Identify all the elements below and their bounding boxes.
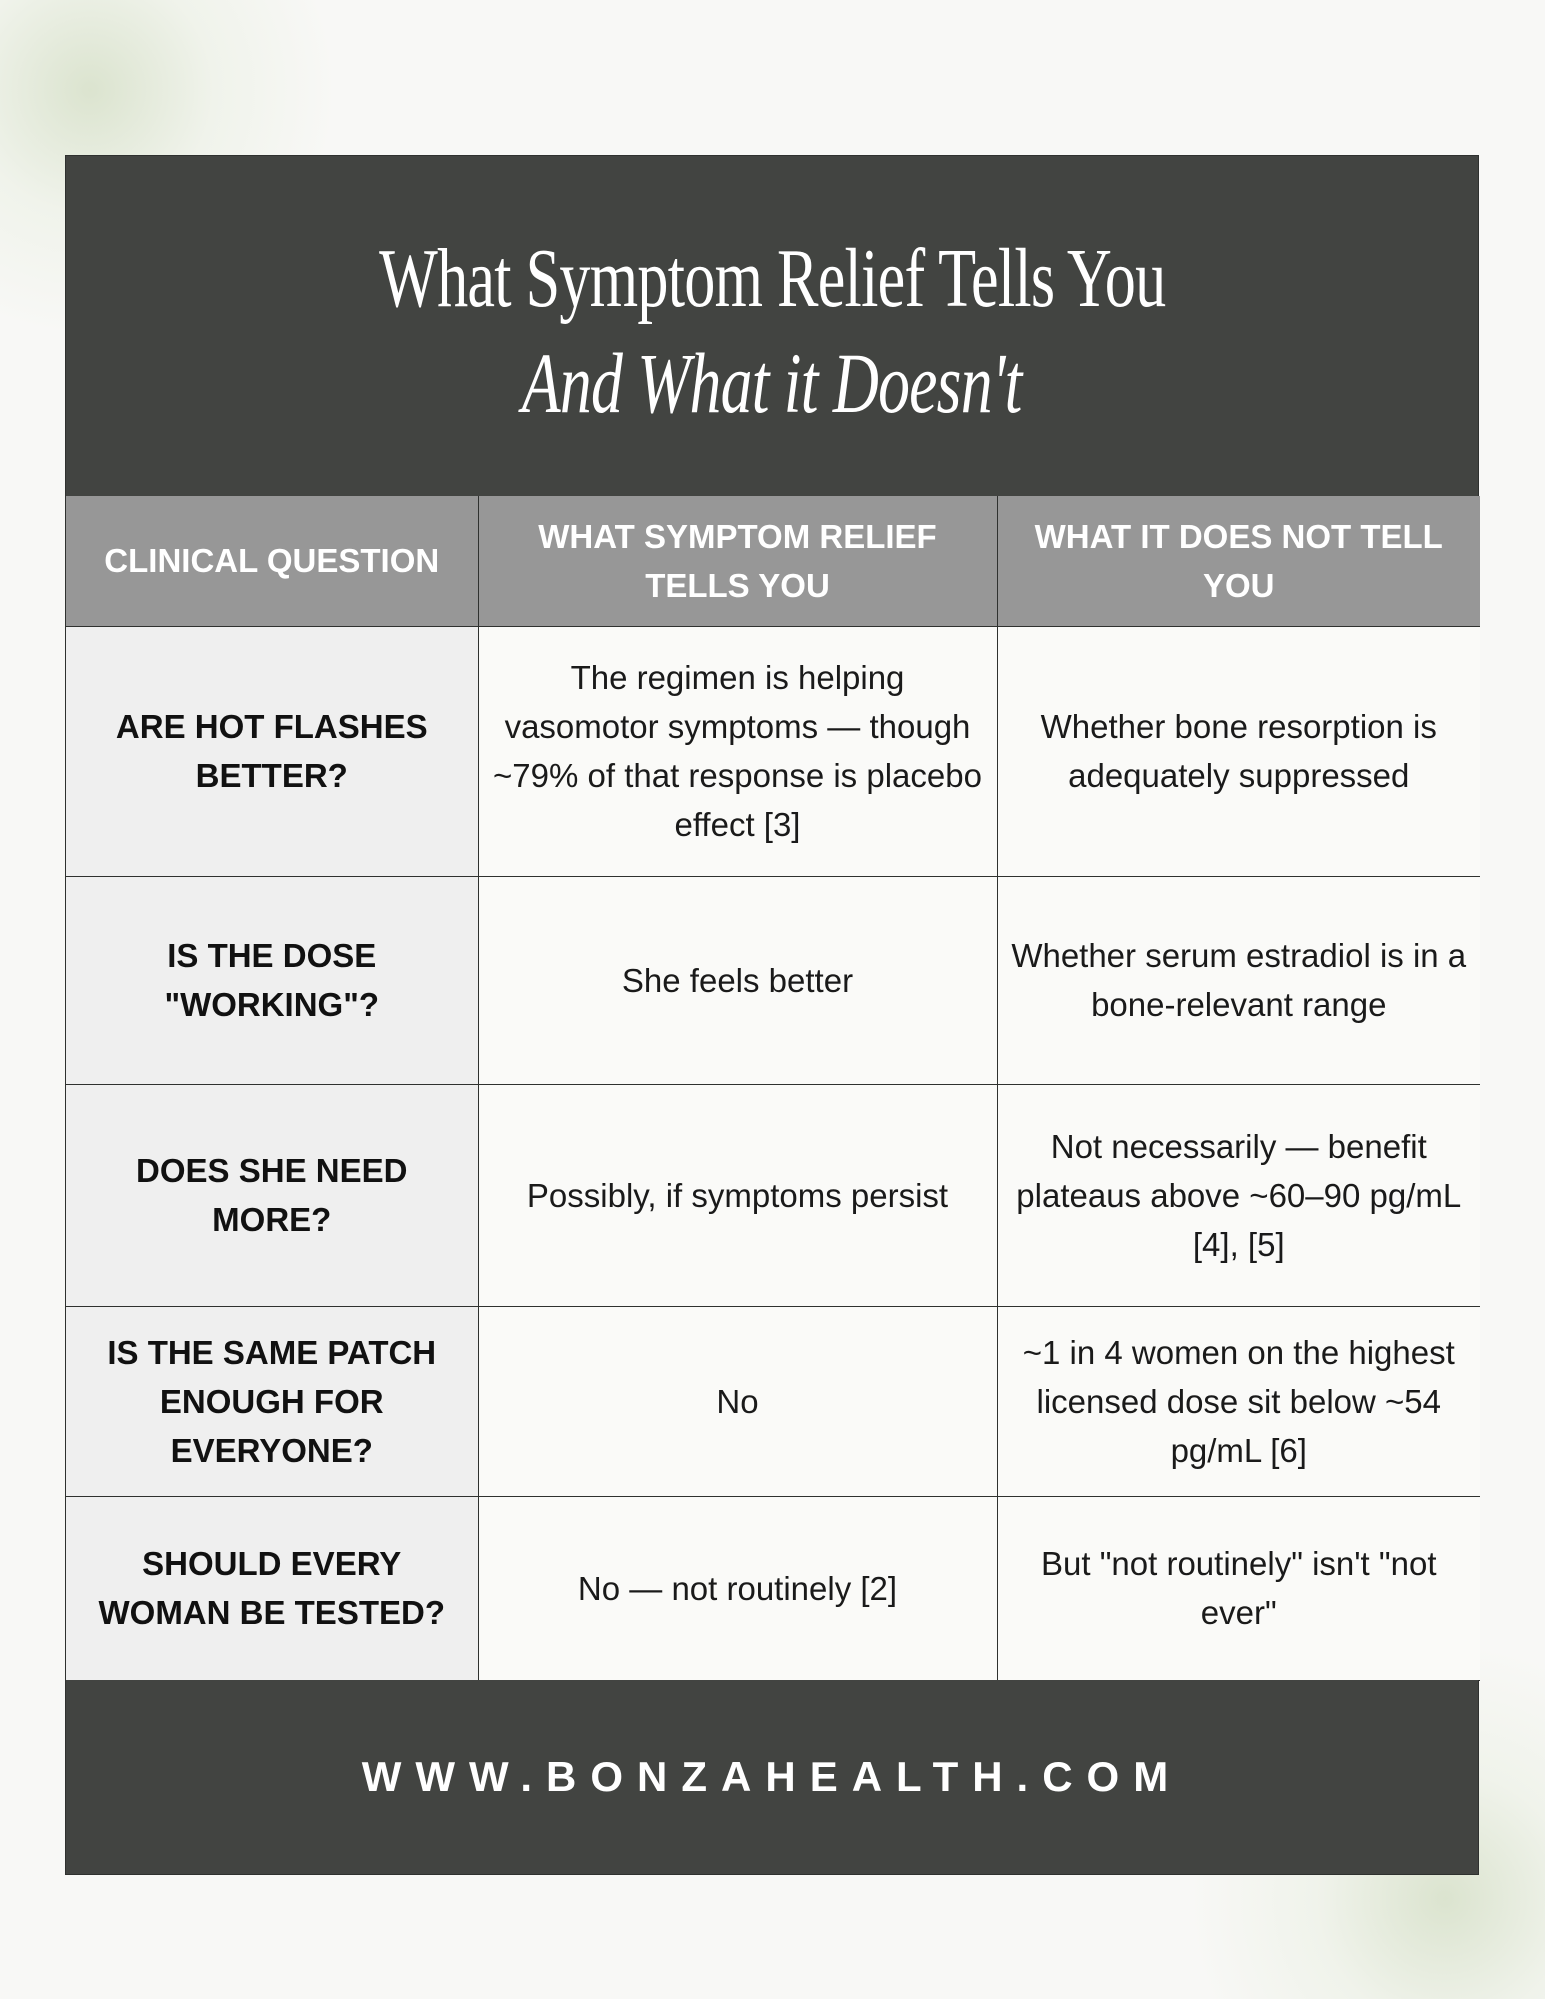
tells-you-cell: The regimen is helping vasomotor symptoms — though ~79% of that response is placebo effect [3] <box>478 626 997 876</box>
footer-banner <box>66 1680 1478 1874</box>
tells-you-cell: Possibly, if symptoms persist <box>478 1084 997 1306</box>
clinical-question-cell: ARE HOT FLASHES BETTER? <box>66 626 478 876</box>
clinical-question-cell: SHOULD EVERY WOMAN BE TESTED? <box>66 1496 478 1680</box>
tells-you-cell: No — not routinely [2] <box>478 1496 997 1680</box>
table-row <box>66 626 1480 876</box>
comparison-table <box>66 496 1480 1681</box>
website-link[interactable]: WWW.BONZAHEALTH.COM <box>361 1753 1183 1800</box>
title-subtitle: And What it Doesn't <box>522 335 1022 431</box>
table-row <box>66 1496 1480 1680</box>
column-header-what-not-tells: WHAT IT DOES NOT TELL YOU <box>997 496 1480 626</box>
column-header-clinical-question: CLINICAL QUESTION <box>66 496 478 626</box>
clinical-question-cell: IS THE DOSE "WORKING"? <box>66 876 478 1084</box>
table-row <box>66 876 1480 1084</box>
table-row <box>66 1306 1480 1496</box>
table-row <box>66 1084 1480 1306</box>
title-banner <box>66 156 1478 496</box>
tells-you-cell: No <box>478 1306 997 1496</box>
does-not-tell-cell: But "not routinely" isn't "not ever" <box>997 1496 1480 1680</box>
does-not-tell-cell: Whether serum estradiol is in a bone-relevant range <box>997 876 1480 1084</box>
does-not-tell-cell: Not necessarily — benefit plateaus above ~60–90 pg/mL [4], [5] <box>997 1084 1480 1306</box>
infographic-card <box>65 155 1479 1875</box>
clinical-question-cell: IS THE SAME PATCH ENOUGH FOR EVERYONE? <box>66 1306 478 1496</box>
title-main: What Symptom Relief Tells You <box>378 232 1166 325</box>
tells-you-cell: She feels better <box>478 876 997 1084</box>
does-not-tell-cell: Whether bone resorption is adequately suppressed <box>997 626 1480 876</box>
clinical-question-cell: DOES SHE NEED MORE? <box>66 1084 478 1306</box>
column-header-what-relief-tells: WHAT SYMPTOM RELIEF TELLS YOU <box>478 496 997 626</box>
does-not-tell-cell: ~1 in 4 women on the highest licensed dose sit below ~54 pg/mL [6] <box>997 1306 1480 1496</box>
table-header-row <box>66 496 1480 626</box>
